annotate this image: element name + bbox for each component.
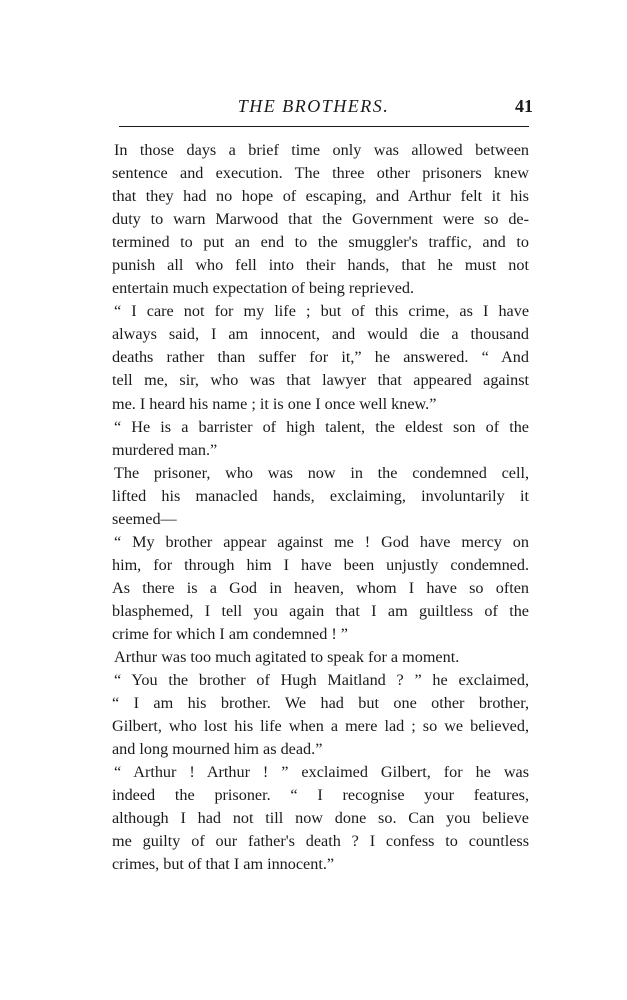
header-rule bbox=[119, 126, 529, 127]
paragraph bbox=[112, 300, 529, 415]
running-title: THE BROTHERS. bbox=[237, 96, 390, 116]
text-line: although I had not till now done so. Can you believe bbox=[112, 809, 529, 828]
page-number: 41 bbox=[515, 96, 533, 116]
text-line: “ My brother appear against me ! God have mercy on bbox=[114, 532, 529, 551]
text-line: “ Arthur ! Arthur ! ” exclaimed Gilbert, for he was bbox=[114, 763, 529, 782]
text-line: “ I am his brother. We had but one other brother, bbox=[112, 694, 529, 713]
text-line: and long mourned him as dead.” bbox=[112, 740, 323, 759]
text-line: As there is a God in heaven, whom I have so often bbox=[112, 578, 529, 597]
text-line: crimes, but of that I am innocent.” bbox=[112, 855, 335, 874]
text-line: Arthur was too much agitated to speak for a moment. bbox=[114, 648, 460, 667]
text-line: termined to put an end to the smuggler's traffic, and to bbox=[112, 233, 529, 252]
paragraph bbox=[112, 669, 529, 761]
text-line: that they had no hope of escaping, and Arthur felt it his bbox=[112, 187, 529, 206]
text-line: indeed the prisoner. “ I recognise your features, bbox=[112, 786, 529, 805]
text-line: sentence and execution. The three other prisoners knew bbox=[112, 164, 529, 183]
text-line: blasphemed, I tell you again that I am guiltless of the bbox=[112, 601, 529, 620]
paragraph bbox=[112, 646, 529, 669]
paragraph bbox=[112, 531, 529, 646]
text-line: crime for which I am condemned ! ” bbox=[112, 624, 348, 643]
running-head bbox=[0, 94, 627, 118]
text-line: The prisoner, who was now in the condemned cell, bbox=[114, 463, 529, 482]
paragraph bbox=[112, 139, 529, 300]
text-line: me. I heard his name ; it is one I once well knew.” bbox=[112, 394, 437, 413]
text-line: punish all who fell into their hands, that he must not bbox=[112, 256, 529, 275]
text-line: In those days a brief time only was allowed between bbox=[114, 141, 529, 159]
text-line: me guilty of our father's death ? I confess to countless bbox=[112, 832, 529, 851]
text-line: him, for through him I have been unjustly condemned. bbox=[112, 555, 529, 574]
text-line: lifted his manacled hands, exclaiming, involuntarily it bbox=[112, 486, 529, 505]
text-line: Gilbert, who lost his life when a mere lad ; so we believed, bbox=[112, 717, 529, 736]
body-text bbox=[112, 139, 529, 877]
text-line: “ He is a barrister of high talent, the eldest son of the bbox=[114, 417, 529, 436]
paragraph bbox=[112, 416, 529, 462]
text-line: seemed— bbox=[112, 509, 177, 528]
text-line: murdered man.” bbox=[112, 440, 218, 459]
text-line: deaths rather than suffer for it,” he answered. “ And bbox=[112, 348, 529, 367]
paragraph bbox=[112, 761, 529, 876]
text-line: duty to warn Marwood that the Government were so de- bbox=[112, 210, 529, 229]
text-line: tell me, sir, who was that lawyer that appeared against bbox=[112, 371, 529, 390]
text-line: entertain much expectation of being reprieved. bbox=[112, 279, 415, 298]
paragraph bbox=[112, 462, 529, 531]
text-line: “ You the brother of Hugh Maitland ? ” he exclaimed, bbox=[114, 671, 529, 690]
text-line: “ I care not for my life ; but of this crime, as I have bbox=[114, 302, 529, 321]
text-line: always said, I am innocent, and would die a thousand bbox=[112, 325, 529, 344]
